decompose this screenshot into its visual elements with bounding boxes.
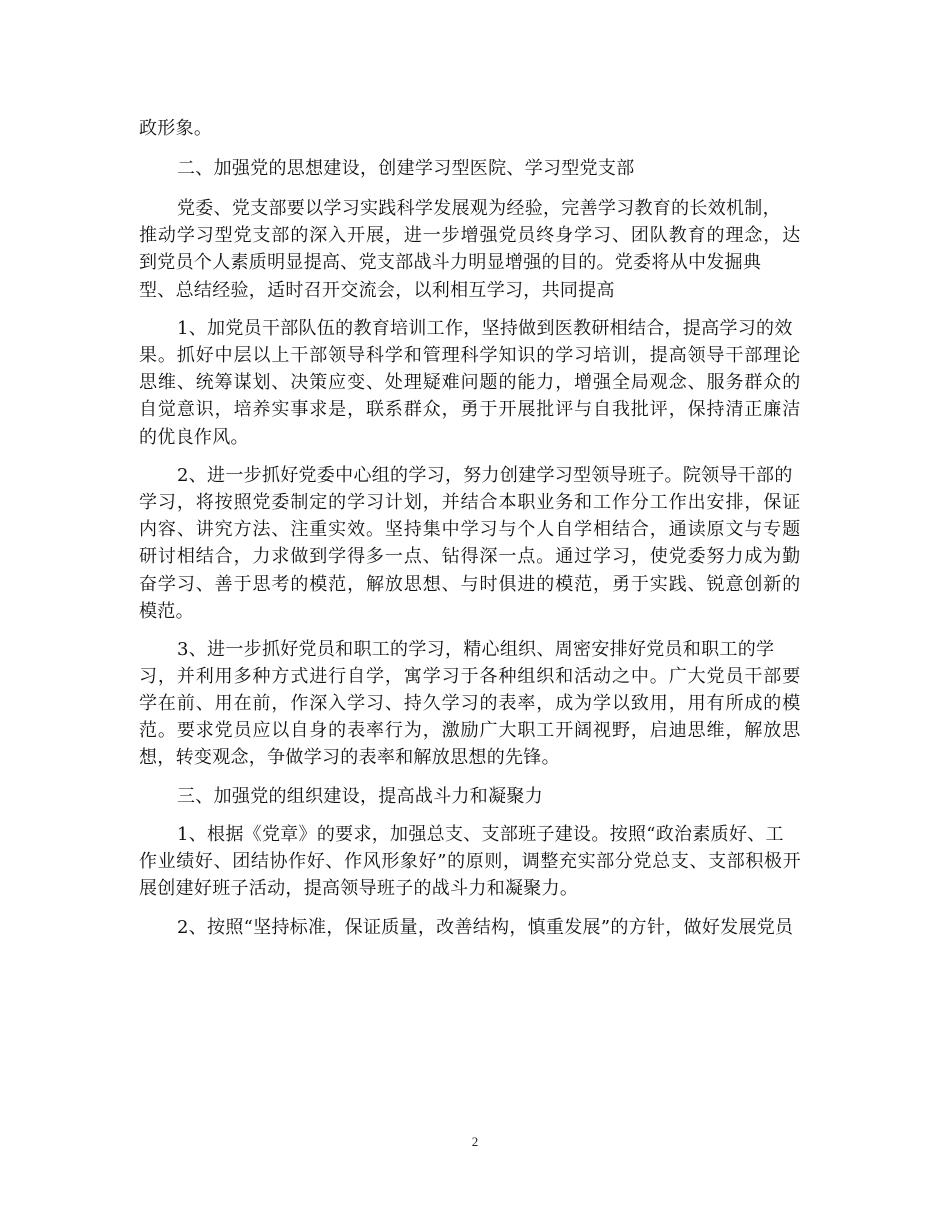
- text-line: 学习，将按照党委制定的学习计划，并结合本职业务和工作分工作出安排，保证: [139, 492, 802, 513]
- text-line: 2、进一步抓好党委中心组的学习，努力创建学习型领导班子。院领导干部的: [177, 465, 793, 486]
- text-line: 范。要求党员应以自身的表率行为，激励广大职工开阔视野，启迪思维，解放思: [139, 720, 802, 741]
- section-heading: 三、加强党的组织建设，提高战斗力和凝聚力: [177, 786, 543, 807]
- section-heading: 二、加强党的思想建设，创建学习型医院、学习型党支部: [177, 158, 635, 179]
- text-line: 奋学习、善于思考的模范，解放思想、与时俱进的模范，勇于实践、锐意创新的: [139, 574, 802, 595]
- text-line: 想，转变观念，争做学习的表率和解放思想的先锋。: [139, 747, 560, 768]
- text-line: 思维、统筹谋划、决策应变、处理疑难问题的能力，增强全局观念、服务群众的: [139, 372, 802, 393]
- text-line: 自觉意识，培养实事求是，联系群众，勇于开展批评与自我批评，保持清正廉洁: [139, 399, 802, 420]
- text-line: 3、进一步抓好党员和职工的学习，精心组织、周密安排好党员和职工的学: [177, 639, 775, 660]
- text-line: 型、总结经验，适时召开交流会，以利相互学习，共同提高: [139, 280, 615, 301]
- text-line: 展创建好班子活动，提高领导班子的战斗力和凝聚力。: [139, 878, 579, 899]
- text-line: 推动学习型党支部的深入开展，进一步增强党员终身学习、团队教育的理念，达: [139, 225, 802, 246]
- text-line: 党委、党支部要以学习实践科学发展观为经验，完善学习教育的长效机制，: [177, 198, 781, 219]
- page-number: 2: [471, 1134, 479, 1149]
- text-line: 的优良作风。: [139, 427, 249, 448]
- text-line: 习，并利用多种方式进行自学，寓学习于各种组织和活动之中。广大党员干部要: [139, 666, 802, 687]
- text-line: 政形象。: [139, 118, 213, 139]
- text-line: 学在前、用在前，作深入学习、持久学习的表率，成为学以致用，用有所成的模: [139, 693, 802, 714]
- text-line: 1、加党员干部队伍的教育培训工作，坚持做到医教研相结合，提高学习的效: [177, 318, 793, 339]
- text-line: 作业绩好、团结协作好、作风形象好”的原则，调整充实部分党总支、支部积极开: [139, 851, 802, 872]
- text-line: 内容、讲究方法、注重实效。坚持集中学习与个人自学相结合，通读原文与专题: [139, 519, 802, 540]
- text-line: 研讨相结合，力求做到学得多一点、钻得深一点。通过学习，使党委努力成为勤: [139, 546, 802, 567]
- text-line: 1、根据《党章》的要求，加强总支、支部班子建设。按照“政治素质好、工: [177, 824, 784, 845]
- text-line: 果。抓好中层以上干部领导科学和管理科学知识的学习培训，提高领导干部理论: [139, 345, 802, 366]
- text-line: 到党员个人素质明显提高、党支部战斗力明显增强的目的。党委将从中发掘典: [139, 252, 762, 273]
- text-line: 模范。: [139, 601, 194, 622]
- text-line: 2、按照“坚持标准，保证质量，改善结构，慎重发展”的方针，做好发展党员: [177, 917, 794, 938]
